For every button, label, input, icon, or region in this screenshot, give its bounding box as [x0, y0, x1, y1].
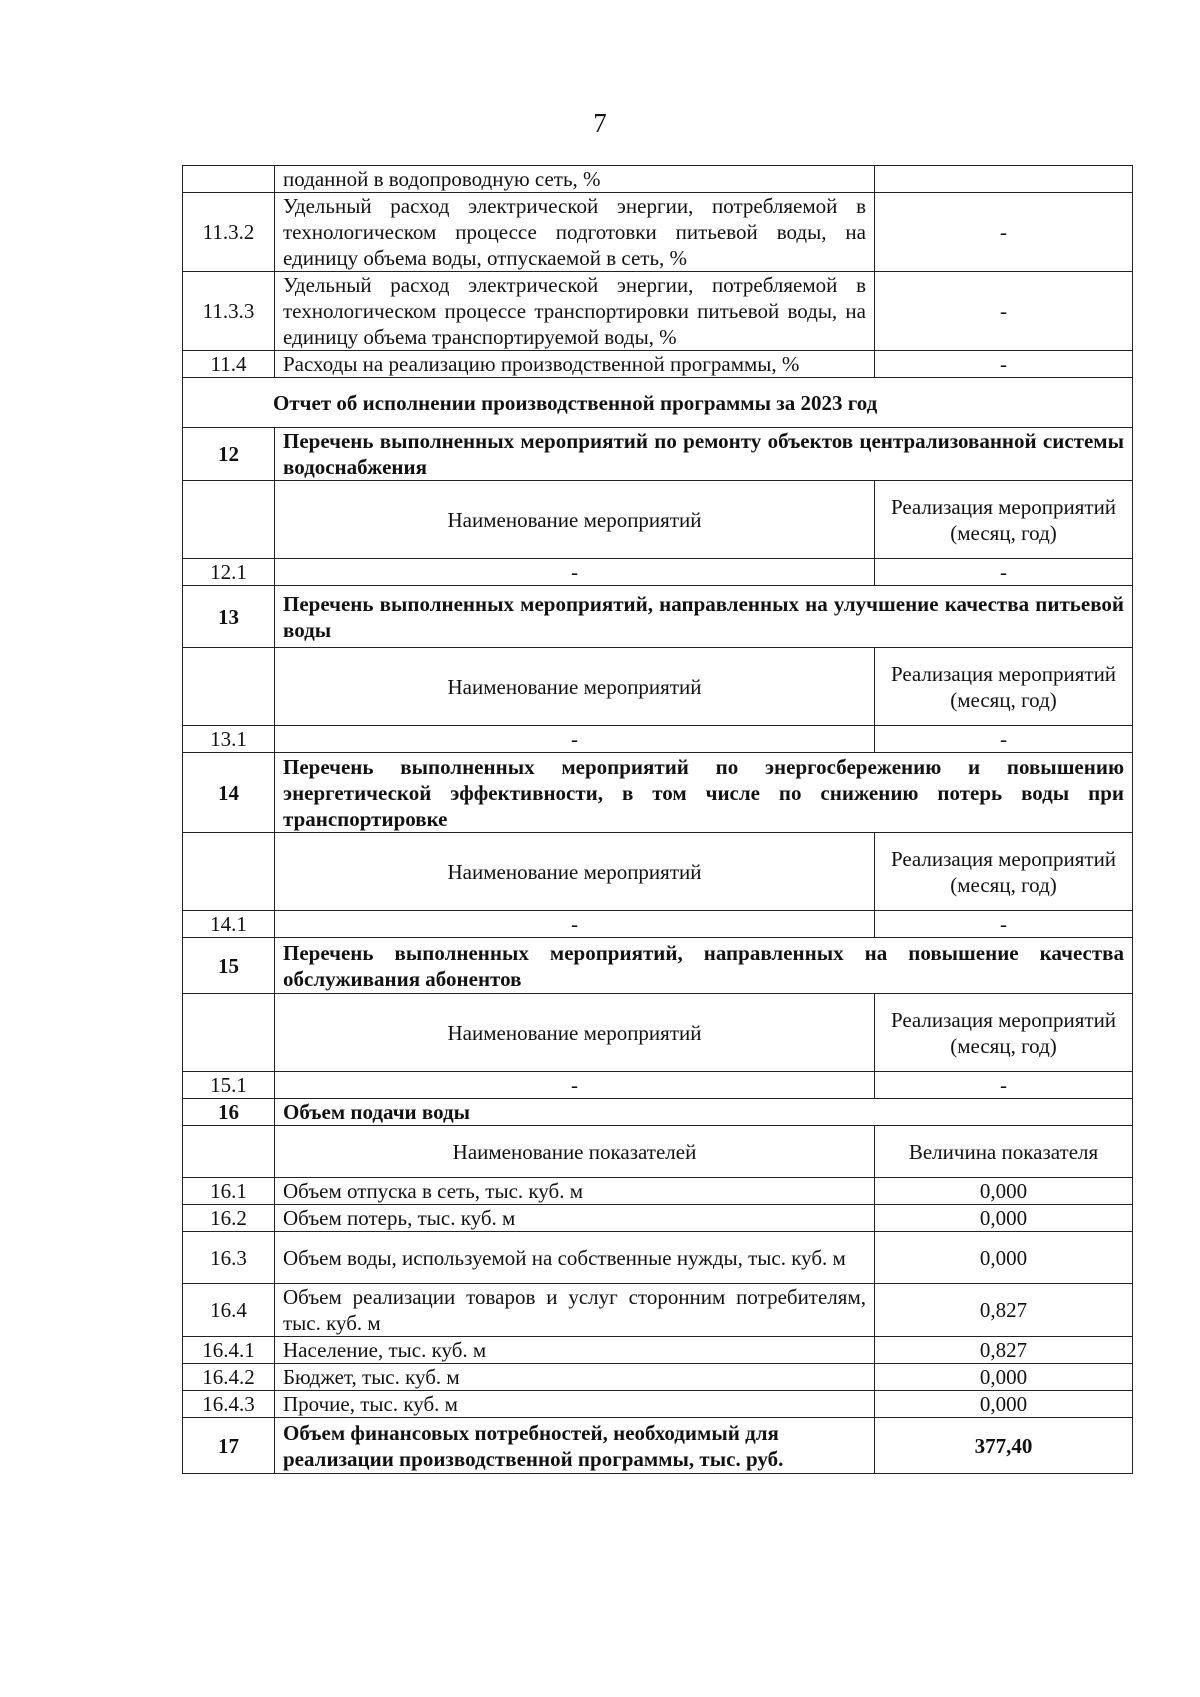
- column-header-name: Наименование мероприятий: [275, 648, 875, 726]
- row-text: поданной в водопроводную сеть, %: [275, 166, 875, 193]
- row-number: 13.1: [183, 726, 275, 753]
- table-row: [183, 166, 1133, 193]
- row-text: Объем воды, используемой на собственные нужды, тыс. куб. м: [275, 1232, 875, 1284]
- column-header-name: Наименование показателей: [275, 1126, 875, 1178]
- row-number: 11.4: [183, 351, 275, 378]
- table-row: [183, 193, 1133, 272]
- section-title: Перечень выполненных мероприятий, направленных на улучшение качества питьевой воды: [275, 586, 1133, 648]
- column-header-row: [183, 1126, 1133, 1178]
- row-text: Объем финансовых потребностей, необходимый для реализации производственной программы, тыс. руб.: [275, 1418, 875, 1474]
- table-row: [183, 1284, 1133, 1337]
- row-value: -: [875, 726, 1133, 753]
- row-text: -: [275, 726, 875, 753]
- row-number: 11.3.2: [183, 193, 275, 272]
- column-header-row: [183, 648, 1133, 726]
- section-number: 15: [183, 938, 275, 994]
- table-row: [183, 1337, 1133, 1364]
- row-value: -: [875, 1072, 1133, 1099]
- row-text: Объем потерь, тыс. куб. м: [275, 1205, 875, 1232]
- row-number: 16.3: [183, 1232, 275, 1284]
- row-number: 16.2: [183, 1205, 275, 1232]
- table-row: [183, 272, 1133, 351]
- row-text: -: [275, 559, 875, 586]
- section-number: 12: [183, 428, 275, 481]
- column-header-realization: Реализация мероприятий (месяц, год): [875, 833, 1133, 911]
- row-value: -: [875, 272, 1133, 351]
- column-header-name: Наименование мероприятий: [275, 481, 875, 559]
- report-heading-row: [183, 378, 1133, 428]
- page-number: 7: [593, 108, 607, 138]
- row-value: -: [875, 559, 1133, 586]
- row-value: 0,827: [875, 1337, 1133, 1364]
- row-text: Объем отпуска в сеть, тыс. куб. м: [275, 1178, 875, 1205]
- table-row: [183, 1178, 1133, 1205]
- table-row: [183, 1232, 1133, 1284]
- row-value: 0,000: [875, 1205, 1133, 1232]
- section-number: 13: [183, 586, 275, 648]
- table-row: [183, 911, 1133, 938]
- section-header-row: [183, 1099, 1133, 1126]
- row-value: 0,000: [875, 1232, 1133, 1284]
- row-value: 0,000: [875, 1391, 1133, 1418]
- row-text: Объем реализации товаров и услуг сторонним потребителям, тыс. куб. м: [275, 1284, 875, 1337]
- table-row: [183, 351, 1133, 378]
- table-row: [183, 1072, 1133, 1099]
- row-text: Удельный расход электрической энергии, потребляемой в технологическом процессе транспортировки питьевой воды, на единицу объема транспортируемой воды, %: [275, 272, 875, 351]
- row-number: 16.4: [183, 1284, 275, 1337]
- section-title: Перечень выполненных мероприятий по ремонту объектов централизованной системы водоснабжения: [275, 428, 1133, 481]
- section-header-row: [183, 586, 1133, 648]
- column-header-realization: Реализация мероприятий (месяц, год): [875, 481, 1133, 559]
- section-number: 16: [183, 1099, 275, 1126]
- table-row: [183, 1418, 1133, 1474]
- row-value: -: [875, 351, 1133, 378]
- column-header-row: [183, 994, 1133, 1072]
- row-value: -: [875, 193, 1133, 272]
- row-value: 377,40: [875, 1418, 1133, 1474]
- section-title: Объем подачи воды: [275, 1099, 1133, 1126]
- section-title: Перечень выполненных мероприятий, направленных на повышение качества обслуживания абонентов: [275, 938, 1133, 994]
- row-value: 0,000: [875, 1178, 1133, 1205]
- column-header-name: Наименование мероприятий: [275, 833, 875, 911]
- column-header-realization: Реализация мероприятий (месяц, год): [875, 648, 1133, 726]
- row-number: 11.3.3: [183, 272, 275, 351]
- row-number: 16.1: [183, 1178, 275, 1205]
- row-text: Бюджет, тыс. куб. м: [275, 1364, 875, 1391]
- report-heading: Отчет об исполнении производственной программы за 2023 год: [183, 378, 1133, 428]
- row-number: 16.4.3: [183, 1391, 275, 1418]
- row-text: Расходы на реализацию производственной программы, %: [275, 351, 875, 378]
- row-number: 15.1: [183, 1072, 275, 1099]
- section-header-row: [183, 753, 1133, 833]
- table-row: [183, 726, 1133, 753]
- row-number: 16.4.1: [183, 1337, 275, 1364]
- row-text: Прочие, тыс. куб. м: [275, 1391, 875, 1418]
- row-number: 14.1: [183, 911, 275, 938]
- row-text: Удельный расход электрической энергии, потребляемой в технологическом процессе подготовки питьевой воды, на единицу объема воды, отпускаемой в сеть, %: [275, 193, 875, 272]
- table-row: [183, 1205, 1133, 1232]
- section-header-row: [183, 428, 1133, 481]
- row-number: 12.1: [183, 559, 275, 586]
- row-value: 0,000: [875, 1364, 1133, 1391]
- section-header-row: [183, 938, 1133, 994]
- column-header-realization: Реализация мероприятий (месяц, год): [875, 994, 1133, 1072]
- section-number: 14: [183, 753, 275, 833]
- column-header-row: [183, 833, 1133, 911]
- row-text: -: [275, 1072, 875, 1099]
- production-program-table: [182, 165, 1133, 1474]
- row-number: 16.4.2: [183, 1364, 275, 1391]
- table-row: [183, 1391, 1133, 1418]
- table-row: [183, 559, 1133, 586]
- column-header-name: Наименование мероприятий: [275, 994, 875, 1072]
- row-number: 17: [183, 1418, 275, 1474]
- column-header-row: [183, 481, 1133, 559]
- row-value: -: [875, 911, 1133, 938]
- row-value: 0,827: [875, 1284, 1133, 1337]
- row-text: Население, тыс. куб. м: [275, 1337, 875, 1364]
- section-title: Перечень выполненных мероприятий по энергосбережению и повышению энергетической эффективности, в том числе по снижению потерь воды при транспортировке: [275, 753, 1133, 833]
- table-row: [183, 1364, 1133, 1391]
- column-header-value: Величина показателя: [875, 1126, 1133, 1178]
- row-text: -: [275, 911, 875, 938]
